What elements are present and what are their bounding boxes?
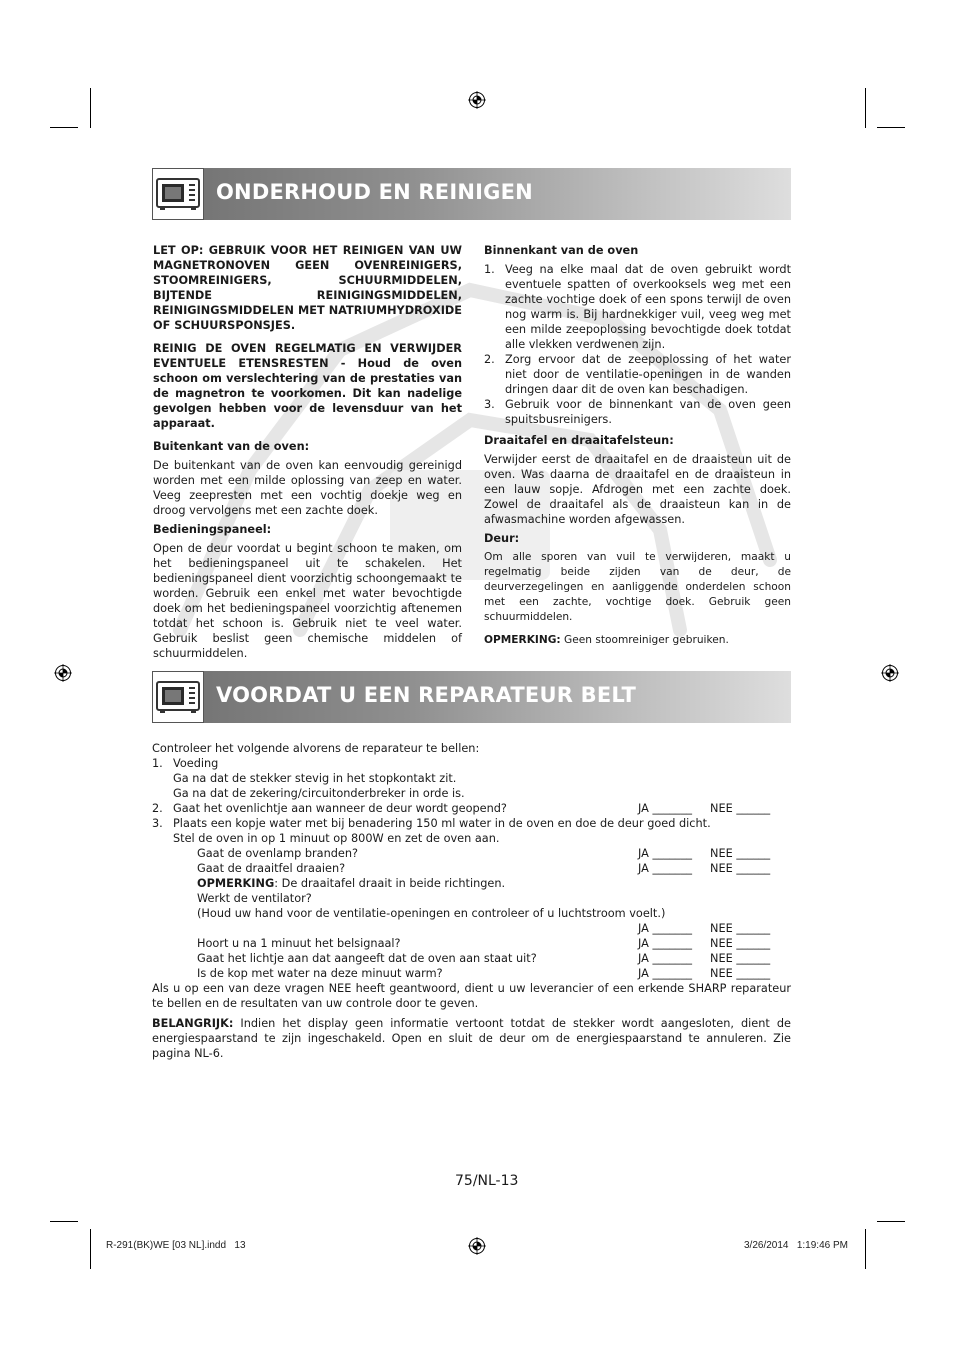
inside-list — [484, 262, 791, 427]
checklist-question: Gaat het lichtje aan dat aangeeft dat de oven aan staat uit? JA _______ NEE ______ — [197, 952, 771, 965]
checklist-question: Is de kop met water na deze minuut warm? JA _______ NEE ______ — [197, 967, 771, 980]
checklist-answer: JA _______ NEE ______ — [638, 922, 771, 935]
checklist-item: 3. Plaats een kopje water met bij benadering 150 ml water in de oven en doe de deur goed dicht. — [152, 817, 711, 830]
footer-file-name: R-291(BK)WE [03 NL].indd 13 — [106, 1240, 246, 1251]
crop-mark — [50, 127, 78, 128]
panel-heading: Bedieningspaneel: — [153, 523, 272, 536]
section-banner-maintenance — [152, 168, 791, 220]
crop-mark — [877, 1221, 905, 1222]
checklist-line: Ga na dat de stekker stevig in het stopkontakt zit. — [173, 772, 457, 785]
checklist-question: Gaat de ovenlamp branden? JA _______ NEE ______ — [197, 847, 771, 860]
microwave-icon — [152, 168, 204, 220]
checklist-item: 2. Gaat het ovenlichtje aan wanneer de deur wordt geopend? JA _______ NEE ______ — [152, 802, 771, 815]
important-text: BELANGRIJK: Indien het display geen informatie vertoont totdat de stekker wordt aangesloten, dient de energiespaarstand te zijn ingeschakeld. Open en sluit de deur om de energiespaarstand te annuleren. Zie pagina NL-6. — [152, 1017, 791, 1060]
checklist-question: Hoort u na 1 minuut het belsignaal? JA _______ NEE ______ — [197, 937, 771, 950]
crop-mark — [865, 88, 866, 128]
checklist-note: OPMERKING: De draaitafel draait in beide richtingen. — [197, 877, 506, 890]
microwave-icon — [152, 671, 204, 723]
list-item: 3. Gebruik voor de binnenkant van de oven geen spuitsbusreinigers. — [484, 398, 791, 426]
registration-mark-icon — [468, 91, 486, 109]
outside-text: De buitenkant van de oven kan eenvoudig gereinigd worden met een milde oplossing van zeep en water. Veeg zeepresten met een vochtig doekje weg en droog vervolgens met een zachte doek. — [153, 459, 462, 517]
panel-text: Open de deur voordat u begint schoon te maken, om het bedieningspaneel uit te schakelen. Het bedieningspaneel dient voorzichtig schoongemaakt te worden. Gebruik een enkel met water bevochtigde doek om het bedieningspaneel voorzichtig aftenemen totdat het schoon is. Gebruik niet te veel water. Gebruik beslist geen chemische middelen of schuurmiddelen. — [153, 542, 462, 660]
crop-mark — [90, 88, 91, 128]
section-banner-repair — [152, 671, 791, 723]
inside-heading: Binnenkant van de oven — [484, 244, 639, 257]
section-title: ONDERHOUD EN REINIGEN — [216, 180, 533, 204]
cleaning-note: OPMERKING: Geen stoomreiniger gebruiken. — [484, 634, 729, 646]
crop-mark — [877, 127, 905, 128]
outside-heading: Buitenkant van de oven: — [153, 440, 310, 453]
cleaning-warning: LET OP: GEBRUIK VOOR HET REINIGEN VAN UW MAGNETRONOVEN GEEN OVENREINIGERS, STOOMREINIGERS, SCHUURMIDDELEN, BIJTENDE REINIGINGSMIDDELEN, REINIGINGSMIDDELEN MET NATRIUMHYDROXIDE OF SCHUURSPONSJES. — [153, 244, 462, 332]
door-text: Om alle sporen van vuil te verwijderen, maakt u regelmatig beide zijden van de deur, de deurverzegelingen en aanliggende onderdelen schoon met een zachte, vochtige doek. Gebruik geen schuurmiddelen. — [484, 551, 791, 623]
maintenance-left-column — [153, 243, 462, 669]
turntable-text: Verwijder eerst de draaitafel en de draaisteun uit de oven. Was daarna de draaitafel en de draaisteun in een lauw sopje. Afdrogen met een zachte doek. Zowel de draaitafel als de draaisteun kan in de afwasmachine worden afgewassen. — [484, 453, 791, 526]
door-heading: Deur: — [484, 532, 520, 545]
cleaning-advice: REINIG DE OVEN REGELMATIG EN VERWIJDER EVENTUELE ETENSRESTEN - Houd de oven schoon om verslechtering van de prestaties van de magnetron te voorkomen. Dit kan nadelige gevolgen hebben voor de levensduur van het apparaat. — [153, 342, 462, 430]
checklist-item: 1. Voeding — [152, 757, 219, 770]
checklist-question: Werkt de ventilator? — [197, 892, 312, 905]
registration-mark-icon — [54, 664, 72, 682]
page-number: 75/NL-13 — [455, 1173, 519, 1189]
crop-mark — [90, 1229, 91, 1269]
checklist-line: Ga na dat de zekering/circuitonderbreker in orde is. — [173, 787, 465, 800]
registration-mark-icon — [881, 664, 899, 682]
crop-mark — [50, 1221, 78, 1222]
checklist-line: (Houd uw hand voor de ventilatie-openingen en controleer of u luchtstroom voelt.) — [197, 907, 666, 920]
turntable-heading: Draaitafel en draaitafelsteun: — [484, 434, 674, 447]
maintenance-right-column — [484, 243, 791, 656]
footer-date: 3/26/2014 1:19:46 PM — [744, 1240, 848, 1251]
registration-mark-icon — [468, 1237, 486, 1255]
section-title: VOORDAT U EEN REPARATEUR BELT — [216, 683, 636, 707]
list-item: 2. Zorg ervoor dat de zeepoplossing of het water niet door de ventilatie-openingen in de wanden dringen daar dit de oven kan beschadigen. — [484, 353, 791, 396]
crop-mark — [865, 1229, 866, 1269]
list-item: 1. Veeg na elke maal dat de oven gebruikt wordt eventuele spatten of overkooksels weg met een zachte vochtige doek of een spons terwijl de oven nog warm is. Bij hardnekkiger vuil, veeg weg met een milde zeepoplossing bevochtigde doek totdat alle vlekken verdwenen zijn. — [484, 263, 791, 351]
repair-checklist — [152, 741, 791, 1061]
closing-text: Als u op een van deze vragen NEE heeft geantwoord, dient u uw leverancier of een erkende SHARP reparateur te bellen en de resultaten van uw controle door te geven. — [152, 982, 791, 1010]
checklist-line: Stel de oven in op 1 minuut op 800W en zet de oven aan. — [173, 832, 500, 845]
checklist-intro: Controleer het volgende alvorens de reparateur te bellen: — [152, 742, 480, 755]
checklist-question: Gaat de draaitfel draaien? JA _______ NEE ______ — [197, 862, 771, 875]
